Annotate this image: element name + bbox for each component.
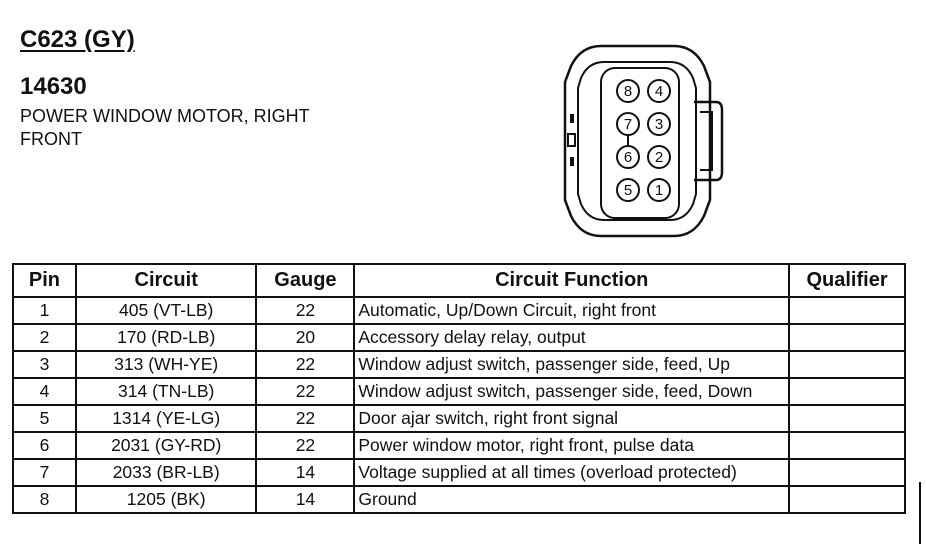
table-row — [13, 486, 905, 513]
pin-label: 8 — [623, 83, 633, 100]
table-row — [13, 432, 905, 459]
cell-qualifier — [789, 378, 905, 405]
cell-pin: 6 — [13, 432, 76, 459]
cell-gauge: 20 — [256, 324, 354, 351]
pin-label: 2 — [654, 149, 664, 166]
cell-gauge: 22 — [256, 378, 354, 405]
cell-circuit: 2031 (GY-RD) — [76, 432, 257, 459]
pin-label: 1 — [654, 182, 664, 199]
cell-pin: 5 — [13, 405, 76, 432]
table-row — [13, 351, 905, 378]
cell-circuit: 2033 (BR-LB) — [76, 459, 257, 486]
cell-pin: 7 — [13, 459, 76, 486]
cell-circuit: 1205 (BK) — [76, 486, 257, 513]
pin-label: 6 — [623, 149, 633, 166]
header-circuit: Circuit — [76, 264, 257, 297]
cell-qualifier — [789, 486, 905, 513]
connector-outer-housing — [565, 46, 710, 236]
key-slot-icon — [568, 134, 575, 146]
cell-qualifier — [789, 432, 905, 459]
cell-qualifier — [789, 324, 905, 351]
cell-circuit: 314 (TN-LB) — [76, 378, 257, 405]
cell-qualifier — [789, 405, 905, 432]
cell-pin: 4 — [13, 378, 76, 405]
header-pin: Pin — [13, 264, 76, 297]
component-description: POWER WINDOW MOTOR, RIGHT FRONT — [20, 106, 310, 149]
cell-circuit: 170 (RD-LB) — [76, 324, 257, 351]
cell-pin: 2 — [13, 324, 76, 351]
cell-circuit: 1314 (YE-LG) — [76, 405, 257, 432]
cell-gauge: 22 — [256, 351, 354, 378]
table-row — [13, 459, 905, 486]
cell-function: Accessory delay relay, output — [354, 324, 789, 351]
cell-pin: 3 — [13, 351, 76, 378]
table-row — [13, 324, 905, 351]
pin-label: 4 — [654, 83, 664, 100]
cell-gauge: 14 — [256, 459, 354, 486]
cell-function: Window adjust switch, passenger side, feed, Down — [354, 378, 789, 405]
cell-qualifier — [789, 297, 905, 324]
cell-circuit: 405 (VT-LB) — [76, 297, 257, 324]
table-row — [13, 405, 905, 432]
cell-qualifier — [789, 459, 905, 486]
cell-function: Power window motor, right front, pulse data — [354, 432, 789, 459]
cell-function: Automatic, Up/Down Circuit, right front — [354, 297, 789, 324]
key-slot-icon — [570, 114, 574, 123]
cell-qualifier — [789, 351, 905, 378]
cell-gauge: 22 — [256, 297, 354, 324]
cell-function: Door ajar switch, right front signal — [354, 405, 789, 432]
pin-circuit-table — [12, 263, 906, 514]
cell-pin: 8 — [13, 486, 76, 513]
cell-gauge: 22 — [256, 405, 354, 432]
table-row — [13, 378, 905, 405]
header-gauge: Gauge — [256, 264, 354, 297]
pin-label: 3 — [654, 116, 664, 133]
connector-face-diagram — [556, 40, 726, 245]
cell-pin: 1 — [13, 297, 76, 324]
pin-label: 7 — [623, 116, 633, 133]
table-row — [13, 297, 905, 324]
pin-cavity-block — [601, 68, 679, 218]
cell-gauge: 14 — [256, 486, 354, 513]
connector-latch — [694, 102, 722, 180]
connector-id-title: C623 (GY) — [20, 26, 135, 53]
page-edge-line — [919, 482, 921, 544]
cell-function: Ground — [354, 486, 789, 513]
cell-function: Window adjust switch, passenger side, feed, Up — [354, 351, 789, 378]
pin-label: 5 — [623, 182, 633, 199]
header-circuit-function: Circuit Function — [354, 264, 789, 297]
key-slot-icon — [570, 157, 574, 166]
table-header-row — [13, 264, 905, 297]
cell-function: Voltage supplied at all times (overload protected) — [354, 459, 789, 486]
cell-gauge: 22 — [256, 432, 354, 459]
header-qualifier: Qualifier — [789, 264, 905, 297]
part-number: 14630 — [20, 73, 87, 100]
cell-circuit: 313 (WH-YE) — [76, 351, 257, 378]
